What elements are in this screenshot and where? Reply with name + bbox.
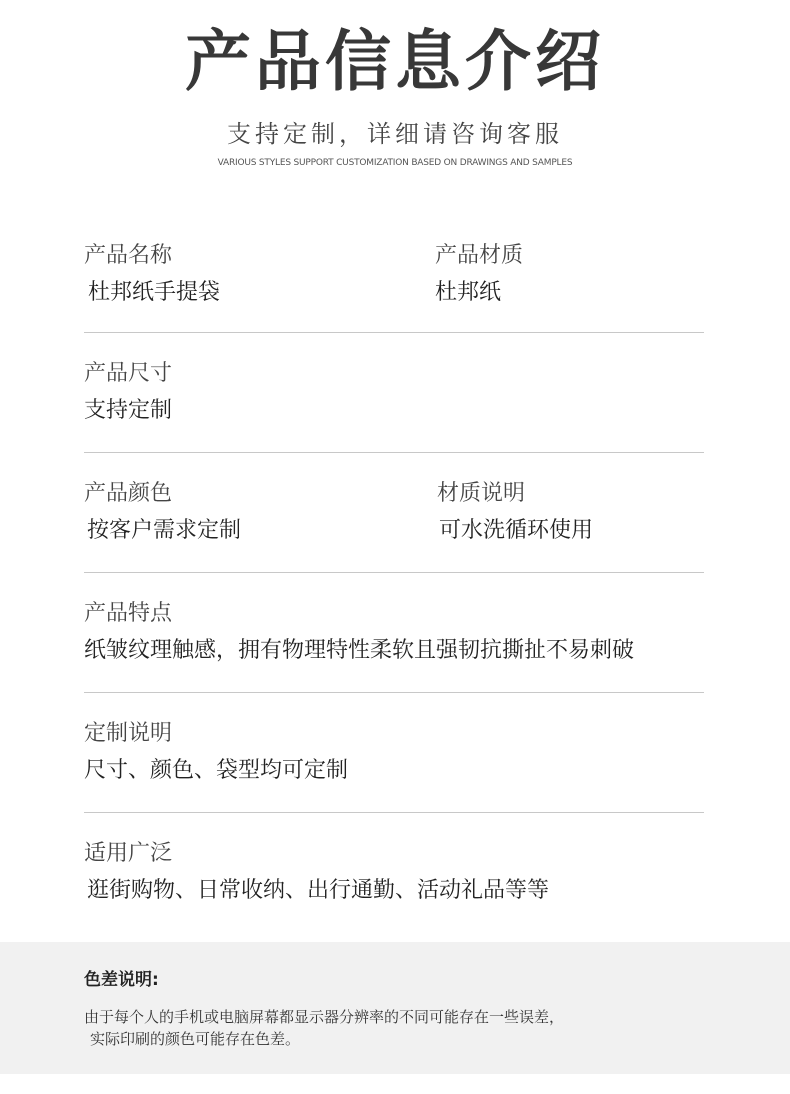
field-customization xyxy=(84,720,348,785)
field-value: 逛街购物、日常收纳、出行通勤、活动礼品等等 xyxy=(87,878,550,903)
field-material-description xyxy=(437,480,593,545)
note-title: 色差说明: xyxy=(84,970,159,990)
page-subtitle: 支持定制，详细请咨询客服 xyxy=(227,120,563,148)
field-usage xyxy=(84,840,549,905)
field-label: 适用广泛 xyxy=(84,841,173,866)
field-value: 可水洗循环使用 xyxy=(439,518,594,543)
field-label: 定制说明 xyxy=(84,721,173,746)
divider xyxy=(84,332,704,333)
field-product-name xyxy=(84,242,220,307)
field-label: 产品材质 xyxy=(435,243,524,268)
field-label: 产品颜色 xyxy=(84,481,173,506)
color-difference-note xyxy=(0,942,790,1074)
note-line: 实际印刷的颜色可能存在色差。 xyxy=(90,1030,301,1048)
page-subtitle-english: VARIOUS STYLES SUPPORT CUSTOMIZATION BASED ON DRAWINGS AND SAMPLES xyxy=(217,158,573,168)
field-value: 尺寸、颜色、袋型均可定制 xyxy=(84,758,349,783)
field-product-material xyxy=(435,242,523,307)
field-value: 杜邦纸手提袋 xyxy=(88,280,221,305)
page-title: 产品信息介绍 xyxy=(185,23,605,100)
field-label: 材质说明 xyxy=(437,481,526,506)
field-value: 按客户需求定制 xyxy=(87,518,242,543)
field-label: 产品名称 xyxy=(84,243,173,268)
field-product-features xyxy=(84,600,634,665)
divider xyxy=(84,692,704,693)
divider xyxy=(84,812,704,813)
field-product-size xyxy=(84,360,172,425)
divider xyxy=(84,572,704,573)
field-value: 纸皱纹理触感，拥有物理特性柔软且强韧抗撕扯不易刺破 xyxy=(84,638,635,663)
field-label: 产品尺寸 xyxy=(84,361,173,386)
field-value: 杜邦纸 xyxy=(435,280,502,305)
field-product-color xyxy=(84,480,241,545)
divider xyxy=(84,452,704,453)
field-label: 产品特点 xyxy=(84,601,173,626)
note-line: 由于每个人的手机或电脑屏幕都显示器分辨率的不同可能存在一些误差， xyxy=(84,1008,565,1026)
field-value: 支持定制 xyxy=(84,398,173,423)
